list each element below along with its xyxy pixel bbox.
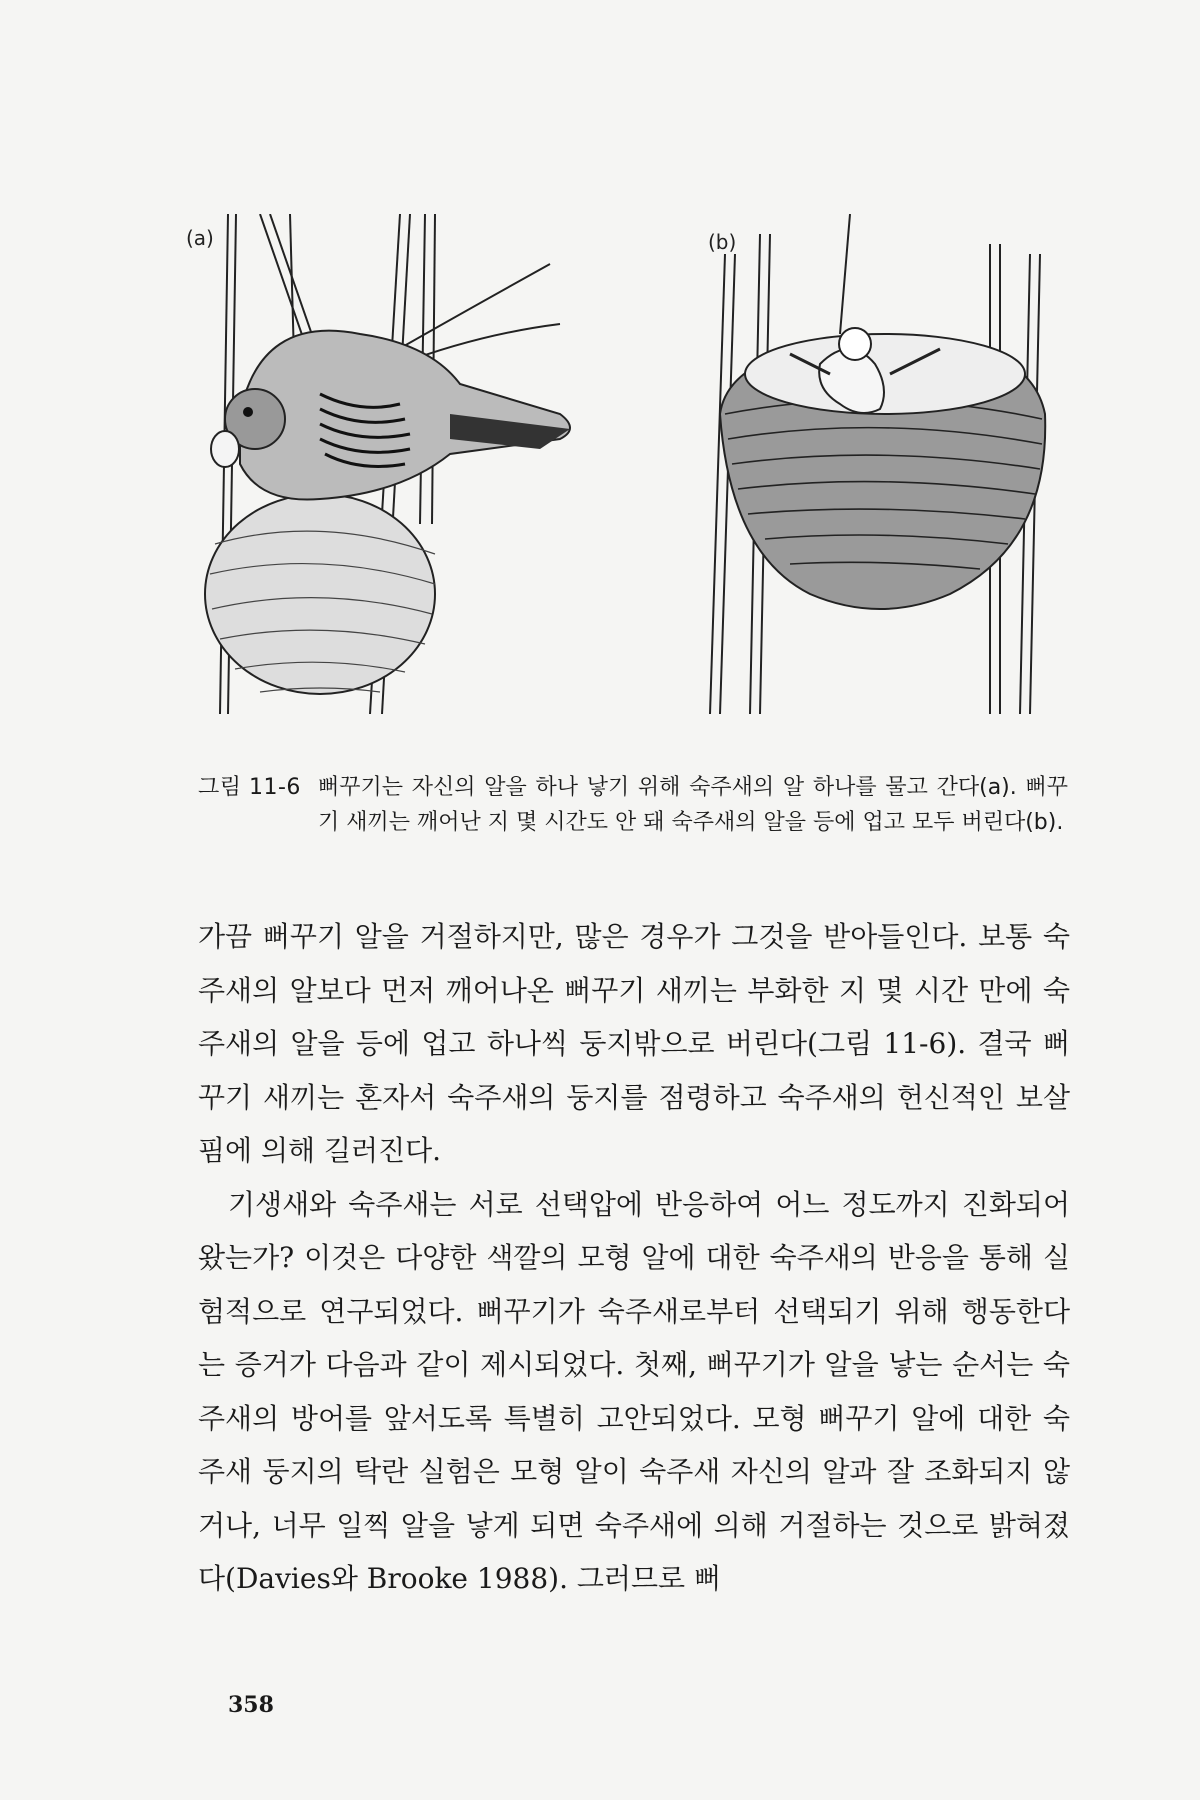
paragraph-1: 가끔 뻐꾸기 알을 거절하지만, 많은 경우가 그것을 받아들인다. 보통 숙주새의 알보다 먼저 깨어나온 뻐꾸기 새끼는 부화한 지 몇 시간 만에 숙주새의 알을 등에 업고 하나씩 둥지밖으로 버린다(그림 11-6). 결국 뻐꾸기 새끼는 혼자서 숙주새의 둥지를 점령하고 숙주새의 헌신적인 보살핌에 의해 길러진다.	[198, 920, 1070, 1167]
figure-caption	[198, 770, 1068, 840]
paragraph-2: 기생새와 숙주새는 서로 선택압에 반응하여 어느 정도까지 진화되어 왔는가? 이것은 다양한 색깔의 모형 알에 대한 숙주새의 반응을 통해 실험적으로 연구되었다. 뻐꾸기가 숙주새로부터 선택되기 위해 행동한다는 증거가 다음과 같이 제시되었다. 첫째, 뻐꾸기가 알을 낳는 순서는 숙주새의 방어를 앞서도록 특별히 고안되었다. 모형 뻐꾸기 알에 대한 숙주새 둥지의 탁란 실험은 모형 알이 숙주새 자신의 알과 잘 조화되지 않거나, 너무 일찍 알을 낳게 되면 숙주새에 의해 거절하는 것으로 밝혀졌다(Davies와 Brooke 1988). 그러므로 뻐	[198, 1187, 1070, 1595]
panel-a-label: (a)	[186, 226, 214, 250]
caption-number: 그림 11-6	[198, 775, 301, 800]
caption-text: 뻐꾸기는 자신의 알을 하나 낳기 위해 숙주새의 알 하나를 물고 간다(a). 뻐꾸기 새끼는 깨어난 지 몇 시간도 안 돼 숙주새의 알을 등에 업고 모두 버린다(b).	[318, 775, 1068, 835]
body-text	[198, 910, 1070, 1606]
panel-b-label: (b)	[708, 230, 737, 254]
page-number: 358	[228, 1692, 274, 1718]
cuckoo-chick-nest-illustration	[690, 214, 1080, 714]
cuckoo-at-nest-illustration	[200, 214, 590, 714]
